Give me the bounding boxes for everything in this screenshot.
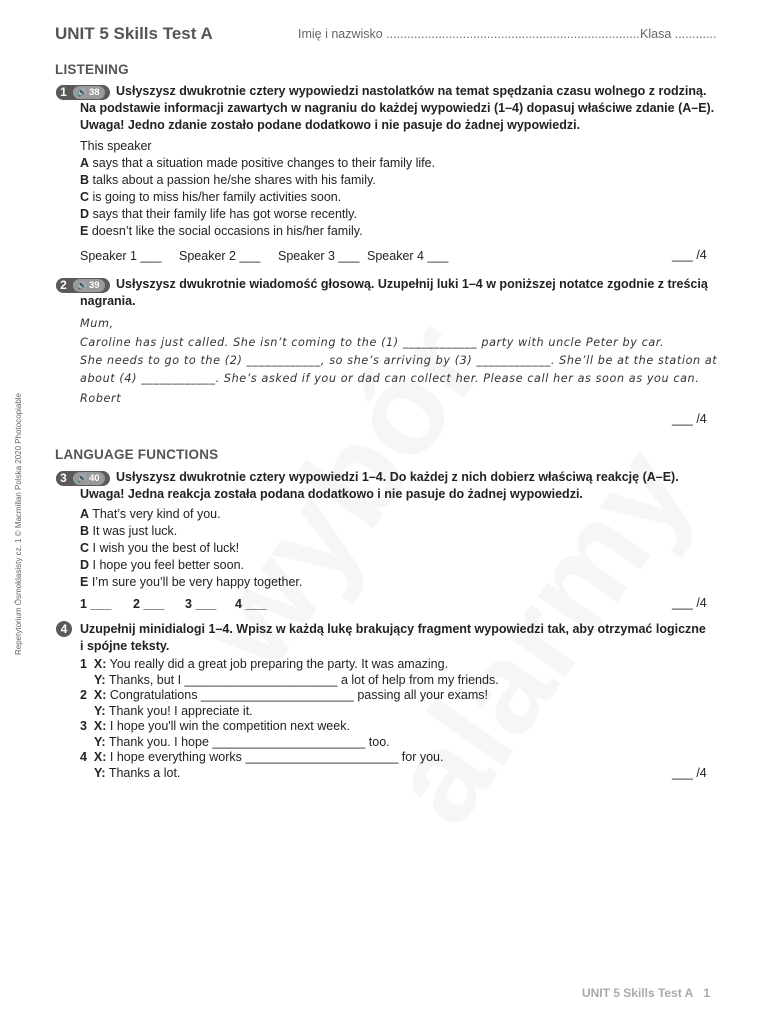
audio-icon: 🔊	[77, 280, 87, 290]
answer-slot[interactable]: 4 ___	[235, 597, 267, 611]
dialogue-item: 4 X: I hope everything works ______________________ for you.	[80, 750, 444, 764]
option-letter: C	[80, 190, 90, 204]
ex2-instruction-line: Usłyszysz dwukrotnie wiadomość głosową. Uzupełnij luki 1–4 w poniższej notatce zgodnie z treścią	[116, 277, 708, 291]
note-signature: Robert	[80, 392, 122, 405]
option-letter: B	[80, 524, 90, 538]
dialogue-item: 3 X: I hope you'll win the competition next week.	[80, 719, 350, 733]
page-title: UNIT 5 Skills Test A	[55, 24, 213, 43]
exercise-badge	[56, 276, 110, 294]
dialogue-number: 3	[80, 719, 87, 733]
score-box[interactable]: ___ /4	[672, 412, 707, 426]
track-number: 38	[88, 86, 100, 98]
answer-slot[interactable]: Speaker 4 ___	[367, 249, 449, 263]
option-letter: E	[80, 575, 89, 589]
answer-slot[interactable]: Speaker 3 ___	[278, 249, 360, 263]
option-letter: D	[80, 558, 90, 572]
track-number: 40	[88, 472, 100, 484]
ex4-instruction-line: i spójne teksty.	[80, 639, 170, 653]
ex1-instruction-line: Na podstawie informacji zawartych w nagraniu do każdej wypowiedzi (1–4) dopasuj właściwe zdanie (A–E).	[80, 101, 715, 115]
score-box[interactable]: ___ /4	[672, 596, 707, 610]
dialogue-number: 1	[80, 657, 87, 671]
option-letter: A	[80, 156, 90, 170]
dialogue-y: Thank you! I appreciate it.	[108, 703, 253, 718]
dialogue-item: 2 X: Congratulations ______________________ passing all your exams!	[80, 688, 488, 702]
page-number: 1	[703, 986, 710, 1000]
option-text: talks about a passion he/she shares with his family.	[92, 173, 376, 187]
dialogue-number: 4	[80, 750, 87, 764]
dialogue-x: Congratulations ______________________ passing all your exams!	[109, 688, 488, 702]
option-text: I hope you feel better soon.	[92, 558, 245, 572]
exercise-badge	[56, 469, 110, 487]
option-item	[80, 506, 302, 591]
footer-title: UNIT 5 Skills Test A	[581, 986, 694, 1000]
note-line: Mum,	[80, 317, 114, 330]
option-letter: B	[80, 173, 90, 187]
dialogue-y: Thanks, but I ______________________ a lot of help from my friends.	[108, 672, 499, 687]
dialogue-y: Thank you. I hope ______________________ too.	[108, 734, 390, 749]
audio-icon: 🔊	[77, 473, 87, 483]
exercise-number: 4	[56, 621, 72, 637]
ex1-instruction-line: Usłyszysz dwukrotnie cztery wypowiedzi nastolatków na temat spędzania czasu wolnego z rodziną.	[116, 84, 707, 98]
section-heading-language-functions: LANGUAGE FUNCTIONS	[55, 447, 219, 462]
answer-slot[interactable]: Speaker 2 ___	[179, 249, 261, 263]
ex2-instruction-line: nagrania.	[80, 294, 136, 308]
answer-slot[interactable]: Speaker 1 ___	[80, 249, 162, 263]
option-text: says that a situation made positive changes to their family life.	[92, 156, 436, 170]
answer-slot[interactable]: 1 ___	[80, 597, 112, 611]
note-line: Caroline has just called. She isn’t coming to the (1) ____________ party with uncle Peter by car.	[80, 336, 665, 349]
exercise-number: 2	[56, 278, 71, 293]
score-box[interactable]: ___ /4	[672, 248, 707, 262]
answer-slot[interactable]: 3 ___	[185, 597, 217, 611]
option-letter: E	[80, 224, 89, 238]
exercise-number: 1	[56, 85, 71, 100]
ex3-instruction-line: Uwaga! Jedna reakcja została podana dodatkowo i nie pasuje do żadnej wypowiedzi.	[80, 487, 583, 501]
option-text: says that their family life has got worse recently.	[92, 207, 357, 221]
ex3-instruction-line: Usłyszysz dwukrotnie cztery wypowiedzi 1–4. Do każdej z nich dobierz właściwą reakcję (A–E).	[116, 470, 679, 484]
dialogue-list: 1 X: You really did a great job preparing the party. It was amazing. Y: Thanks, but I ______________________ a lot of help from my friends. 2 X: Congratulations ______________________ passing all your exams! Y: Thank you! I appreciate it. 3 X: I hope you'll win the competition next week. Y: Thank you. I hope ______________________ too. 4 X: I hope everything works ______________________ for you. Y: Thanks a lot.	[80, 657, 499, 780]
ex1-instruction-line: Uwaga! Jedno zdanie zostało podane dodatkowo i nie pasuje do żadnej wypowiedzi.	[80, 118, 581, 132]
option-text: doesn’t like the social occasions in his/her family.	[91, 224, 363, 238]
dialogue-x: You really did a great job preparing the party. It was amazing.	[109, 657, 449, 671]
answer-slot[interactable]: 2 ___	[133, 597, 165, 611]
note-line: She needs to go to the (2) ____________, so she’s arriving by (3) ____________. She’ll be at the station at	[80, 354, 718, 367]
section-heading-listening: LISTENING	[55, 62, 129, 77]
option-letter: A	[80, 507, 90, 521]
ex1-lead: This speaker	[80, 139, 152, 153]
track-number: 39	[88, 279, 100, 291]
exercise-badge	[56, 83, 110, 101]
dialogue-x: I hope everything works ______________________ for you.	[109, 750, 444, 764]
copyright-note: Repetytorium Ósmoklasisty cz. 1 © Macmillan Polska 2020 Photocopiable	[14, 392, 23, 655]
note-line: about (4) ____________. She’s asked if you or dad can collect her. Please call her as soon as you can.	[80, 372, 700, 385]
dialogue-number: 2	[80, 688, 87, 702]
option-letter: C	[80, 541, 90, 555]
option-item	[80, 155, 435, 240]
option-text: It was just luck.	[92, 524, 178, 538]
score-box[interactable]: ___ /4	[672, 766, 707, 780]
class-field-label: Klasa ............	[640, 27, 717, 41]
dialogue-item: 1 X: You really did a great job preparing the party. It was amazing.	[80, 657, 449, 671]
audio-icon: 🔊	[77, 87, 87, 97]
option-text: I’m sure you’ll be very happy together.	[91, 575, 303, 589]
exercise-number: 3	[56, 471, 71, 486]
dialogue-y: Thanks a lot.	[108, 765, 181, 780]
ex4-instruction-line: Uzupełnij minidialogi 1–4. Wpisz w każdą lukę brakujący fragment wypowiedzi tak, aby otrzymać logiczne	[80, 622, 706, 636]
option-text: That’s very kind of you.	[92, 507, 221, 521]
option-text: is going to miss his/her family activities soon.	[92, 190, 342, 204]
option-letter: D	[80, 207, 90, 221]
page-footer	[582, 986, 710, 1000]
option-text: I wish you the best of luck!	[92, 541, 240, 555]
name-field-label: Imię i nazwisko ..........................................................................	[298, 27, 644, 41]
dialogue-x: I hope you'll win the competition next week.	[109, 719, 350, 733]
